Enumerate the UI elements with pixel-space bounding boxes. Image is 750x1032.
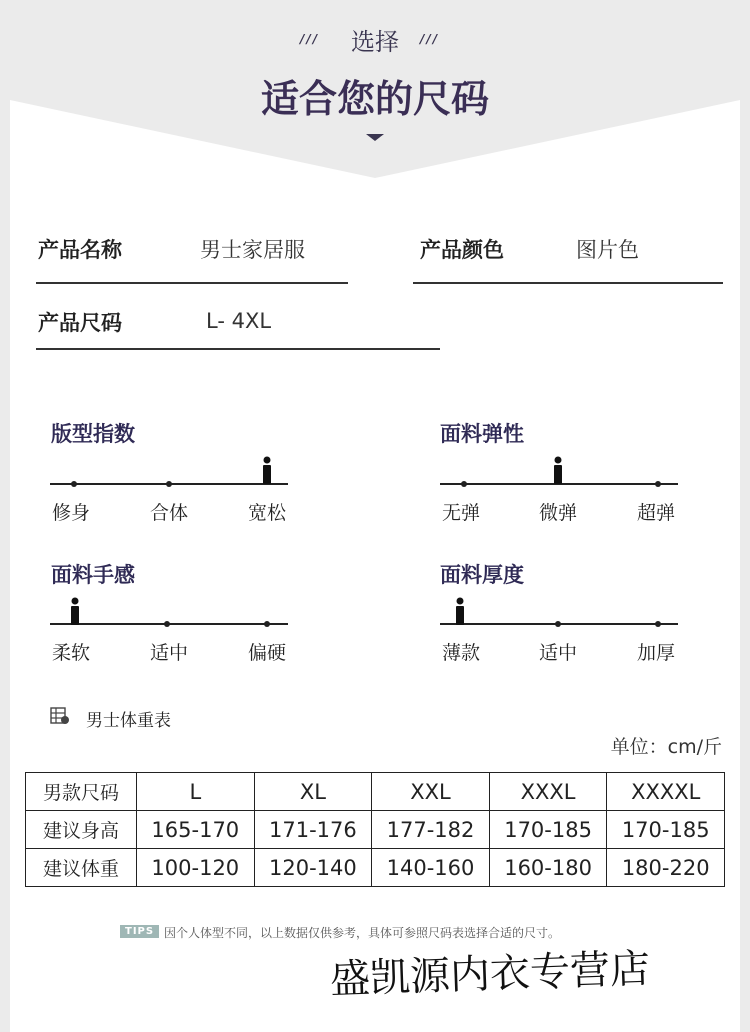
table-icon (50, 707, 70, 725)
table-header-cell: XXL (372, 773, 490, 811)
decor-slashes-right: /// (420, 32, 440, 46)
scale-label-medium: 适中 (149, 642, 188, 664)
divider (36, 348, 440, 350)
product-size-label: 产品尺码 (38, 311, 122, 335)
tips-text: 因个人体型不同，以上数据仅供参考，具体可参照尺码表选择合适的尺寸。 (164, 926, 561, 940)
table-header-cell: L (137, 773, 255, 811)
divider (413, 282, 723, 284)
table-header-cell: 男款尺码 (26, 773, 137, 811)
decor-slashes-left: /// (300, 32, 320, 46)
person-marker-icon (68, 597, 82, 625)
table-cell: 180-220 (607, 849, 725, 887)
scale-dot (71, 481, 77, 487)
table-cell: 120-140 (254, 849, 372, 887)
product-size-value: L- 4XL (206, 309, 272, 333)
product-color-value: 图片色 (576, 238, 639, 262)
table-header-cell: XXXL (489, 773, 607, 811)
table-cell: 165-170 (137, 811, 255, 849)
size-chart-label: 男士体重表 (86, 711, 171, 731)
table-header-row (26, 773, 725, 811)
table-header-cell: XL (254, 773, 372, 811)
down-triangle-icon (366, 134, 384, 141)
scale-label-loose: 宽松 (247, 502, 286, 524)
scale-label-stiff: 偏硬 (247, 642, 286, 664)
scale-label-super-stretch: 超弹 (636, 502, 675, 524)
person-marker-icon (551, 456, 565, 484)
product-name-label: 产品名称 (38, 238, 122, 262)
scale-label-regular: 合体 (149, 502, 188, 524)
table-cell: 170-185 (489, 811, 607, 849)
scale-dot (461, 481, 467, 487)
scale-dot (655, 481, 661, 487)
scale-dot (264, 621, 270, 627)
tips-badge: TIPS (120, 925, 159, 938)
scale-label-medium: 适中 (538, 642, 577, 664)
table-header-cell: XXXXL (607, 773, 725, 811)
table-cell: 100-120 (137, 849, 255, 887)
scale-dot (164, 621, 170, 627)
indicator-title-thickness: 面料厚度 (440, 563, 524, 587)
shop-name: 盛凯源内衣专营店 (329, 945, 651, 1003)
product-color-label: 产品颜色 (420, 238, 504, 262)
size-table (25, 772, 725, 887)
scale-label-slim: 修身 (51, 502, 90, 524)
table-cell: 建议身高 (26, 811, 137, 849)
product-name-value: 男士家居服 (200, 238, 305, 262)
scale-dot (555, 621, 561, 627)
person-marker-icon (260, 456, 274, 484)
unit-label: 单位：cm/斤 (610, 736, 722, 758)
table-cell: 建议体重 (26, 849, 137, 887)
table-cell: 170-185 (607, 811, 725, 849)
table-row (26, 849, 725, 887)
scale-dot (166, 481, 172, 487)
scale-label-thin: 薄款 (441, 642, 480, 664)
indicator-title-stretch: 面料弹性 (440, 422, 524, 446)
scale-label-thick: 加厚 (636, 642, 675, 664)
select-label: 选择 (351, 28, 399, 56)
table-cell: 171-176 (254, 811, 372, 849)
table-cell: 140-160 (372, 849, 490, 887)
indicator-title-fit: 版型指数 (51, 422, 135, 446)
person-marker-icon (453, 597, 467, 625)
page-title: 适合您的尺码 (260, 77, 489, 121)
table-row (26, 811, 725, 849)
scale-label-no-stretch: 无弹 (441, 502, 480, 524)
indicator-title-hand-feel: 面料手感 (51, 563, 135, 587)
divider (36, 282, 348, 284)
scale-label-soft: 柔软 (51, 642, 90, 664)
table-cell: 160-180 (489, 849, 607, 887)
scale-dot (655, 621, 661, 627)
table-cell: 177-182 (372, 811, 490, 849)
scale-label-slight-stretch: 微弹 (538, 502, 577, 524)
